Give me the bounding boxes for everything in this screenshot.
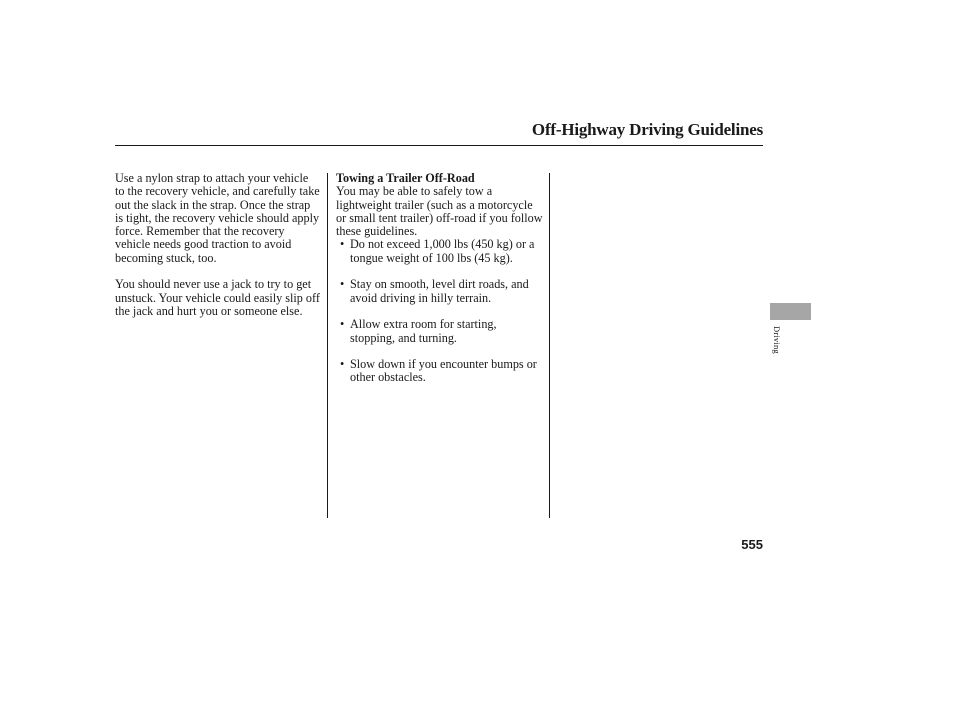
recovery-strap-paragraph: Use a nylon strap to attach your vehicle to the recovery vehicle, and carefully take out the slack in the strap. Once the strap is tight, the recovery vehicle should apply force. Remember that the recovery vehicle needs good traction to avoid becoming stuck, too.: [115, 171, 320, 265]
list-item-text: Allow extra room for starting, stopping, and turning.: [350, 317, 497, 345]
section-heading: Towing a Trailer Off-Road: [336, 171, 475, 185]
jack-warning-paragraph: You should never use a jack to try to get unstuck. Your vehicle could easily slip off the jack and hurt you or someone else.: [115, 277, 320, 318]
list-item-text: Stay on smooth, level dirt roads, and avoid driving in hilly terrain.: [350, 277, 529, 305]
list-item-text: Do not exceed 1,000 lbs (450 kg) or a tongue weight of 100 lbs (45 kg).: [350, 237, 535, 265]
page-number: 555: [741, 537, 763, 552]
column-divider: [549, 173, 550, 518]
list-item: [336, 238, 544, 265]
list-item: [336, 318, 544, 345]
section-tab: [770, 303, 811, 320]
towing-intro-paragraph: You may be able to safely tow a lightweight trailer (such as a motorcycle or small tent trailer) off-road if you follow these guidelines.: [336, 184, 543, 239]
list-item: [336, 358, 544, 385]
bullet-icon: •: [340, 237, 345, 252]
section-tab-label: Driving: [772, 326, 782, 354]
middle-column: [336, 172, 544, 398]
page-title: Off-Highway Driving Guidelines: [531, 120, 763, 139]
bullet-icon: •: [340, 277, 345, 292]
left-column: [115, 172, 320, 318]
column-divider: [327, 173, 328, 518]
towing-guidelines-list: [336, 238, 544, 384]
bullet-icon: •: [340, 317, 345, 332]
list-item: [336, 278, 544, 305]
title-divider: [115, 145, 763, 146]
list-item-text: Slow down if you encounter bumps or other obstacles.: [350, 357, 537, 385]
bullet-icon: •: [340, 357, 345, 372]
